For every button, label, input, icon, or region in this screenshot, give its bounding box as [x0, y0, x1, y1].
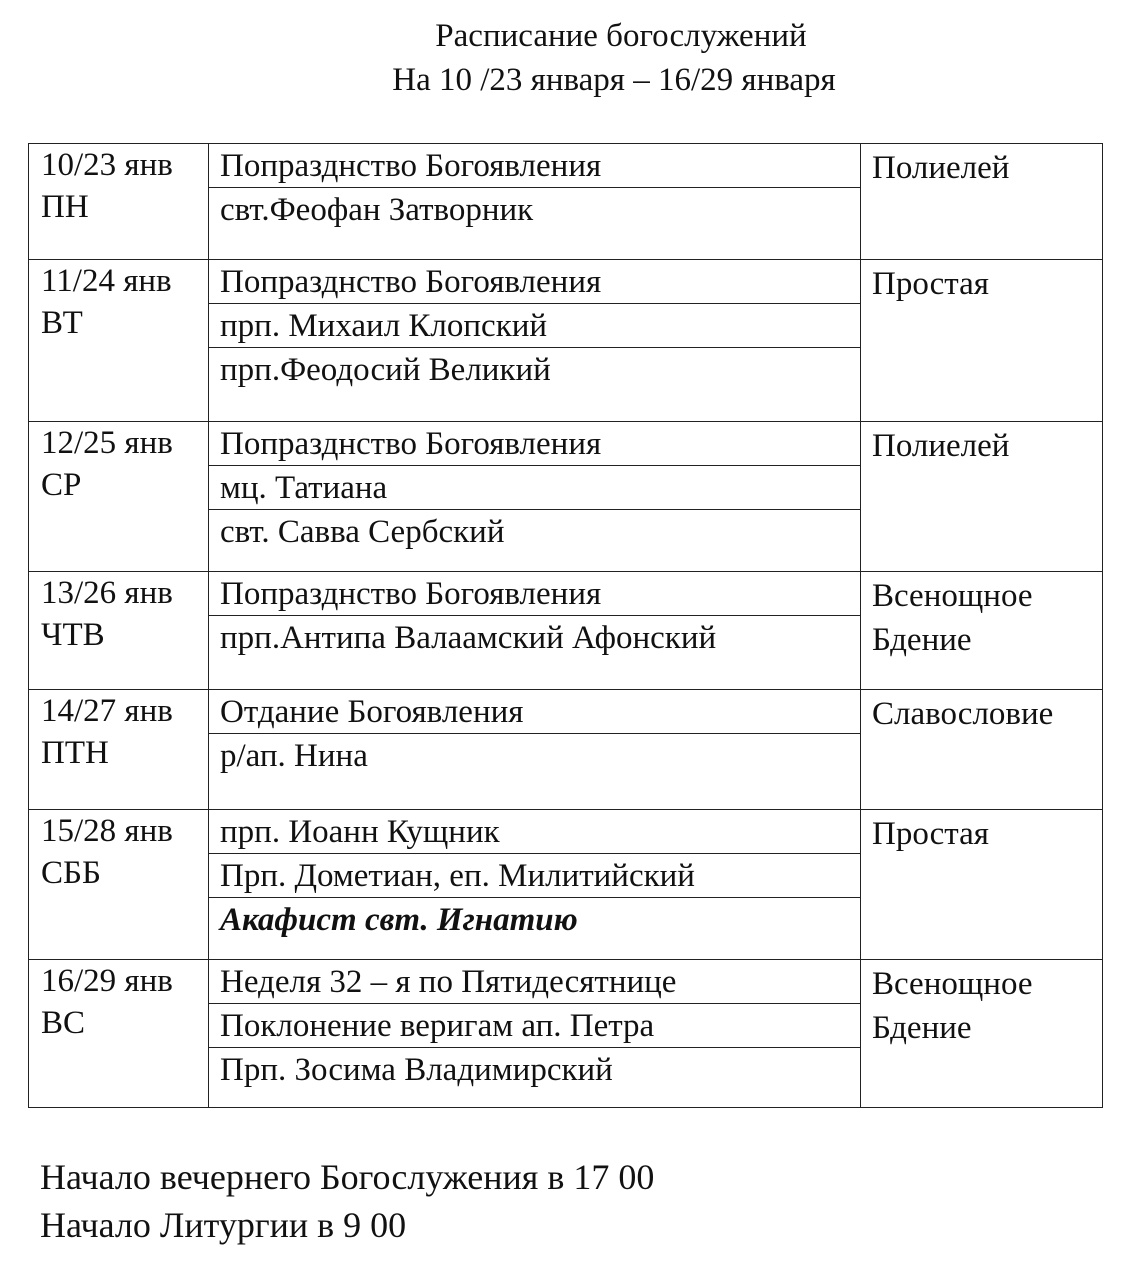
event-line: Неделя 32 – я по Пятидесятнице — [209, 960, 860, 1004]
events-cell — [209, 144, 861, 260]
service-rank: Бдение — [872, 622, 972, 658]
weekday-text: СББ — [41, 855, 101, 891]
page-title: Расписание богослужений — [435, 18, 807, 54]
page-subtitle: На 10 /23 января – 16/29 января — [392, 62, 836, 98]
service-rank-cell — [861, 422, 1103, 572]
events-cell — [209, 960, 861, 1108]
date-cell — [29, 422, 209, 572]
service-rank: Бдение — [872, 1010, 972, 1046]
weekday-text: ПТН — [41, 735, 109, 771]
event-line: мц. Татиана — [209, 466, 860, 510]
event-line: прп.Феодосий Великий — [220, 352, 551, 388]
date-cell — [29, 810, 209, 960]
event-line: Прп. Дометиан, еп. Милитийский — [209, 854, 860, 898]
event-line: прп. Иоанн Кущник — [209, 810, 860, 854]
date-text: 10/23 янв — [41, 147, 173, 183]
event-line: Поклонение веригам ап. Петра — [209, 1004, 860, 1048]
event-line: свт. Савва Сербский — [220, 514, 505, 550]
akathist-line: Акафист свт. Игнатию — [220, 902, 578, 938]
table-row — [29, 572, 1103, 690]
table-row — [29, 260, 1103, 422]
events-cell — [209, 572, 861, 690]
date-text: 12/25 янв — [41, 425, 173, 461]
service-rank-cell — [861, 690, 1103, 810]
events-cell — [209, 810, 861, 960]
weekday-text: ВТ — [41, 305, 83, 341]
event-line: Попразднство Богоявления — [209, 422, 860, 466]
event-line: прп.Антипа Валаамский Афонский — [220, 620, 717, 656]
event-line: р/ап. Нина — [220, 738, 368, 774]
date-cell — [29, 144, 209, 260]
event-line: Попразднство Богоявления — [209, 260, 860, 304]
service-rank: Простая — [872, 816, 989, 852]
date-text: 15/28 янв — [41, 813, 173, 849]
date-text: 13/26 янв — [41, 575, 173, 611]
events-cell — [209, 260, 861, 422]
table-row — [29, 422, 1103, 572]
date-text: 14/27 янв — [41, 693, 173, 729]
table-row — [29, 690, 1103, 810]
service-rank: Славословие — [872, 696, 1054, 732]
event-line: Попразднство Богоявления — [209, 572, 860, 616]
event-line: Попразднство Богоявления — [209, 144, 860, 188]
weekday-text: СР — [41, 467, 82, 503]
service-rank-cell — [861, 260, 1103, 422]
service-rank: Всенощное — [872, 578, 1033, 614]
service-rank: Простая — [872, 266, 989, 302]
date-cell — [29, 260, 209, 422]
service-rank-cell — [861, 960, 1103, 1108]
service-rank-cell — [861, 572, 1103, 690]
service-rank-cell — [861, 144, 1103, 260]
evening-service-time: Начало вечернего Богослужения в 17 00 — [40, 1157, 655, 1197]
event-line: Отдание Богоявления — [209, 690, 860, 734]
date-cell — [29, 572, 209, 690]
event-line: прп. Михаил Клопский — [209, 304, 860, 348]
service-rank: Всенощное — [872, 966, 1033, 1002]
weekday-text: ПН — [41, 189, 89, 225]
date-cell — [29, 690, 209, 810]
weekday-text: ЧТВ — [41, 617, 105, 653]
schedule-table — [28, 143, 1103, 1108]
service-rank: Полиелей — [872, 428, 1010, 464]
event-line: Прп. Зосима Владимирский — [220, 1052, 613, 1088]
service-rank: Полиелей — [872, 150, 1010, 186]
weekday-text: ВС — [41, 1005, 86, 1041]
date-text: 11/24 янв — [41, 263, 172, 299]
table-row — [29, 960, 1103, 1108]
events-cell — [209, 690, 861, 810]
event-line: свт.Феофан Затворник — [220, 192, 534, 228]
liturgy-time: Начало Литургии в 9 00 — [40, 1205, 407, 1245]
events-cell — [209, 422, 861, 572]
date-cell — [29, 960, 209, 1108]
table-row — [29, 810, 1103, 960]
date-text: 16/29 янв — [41, 963, 173, 999]
service-rank-cell — [861, 810, 1103, 960]
table-row — [29, 144, 1103, 260]
